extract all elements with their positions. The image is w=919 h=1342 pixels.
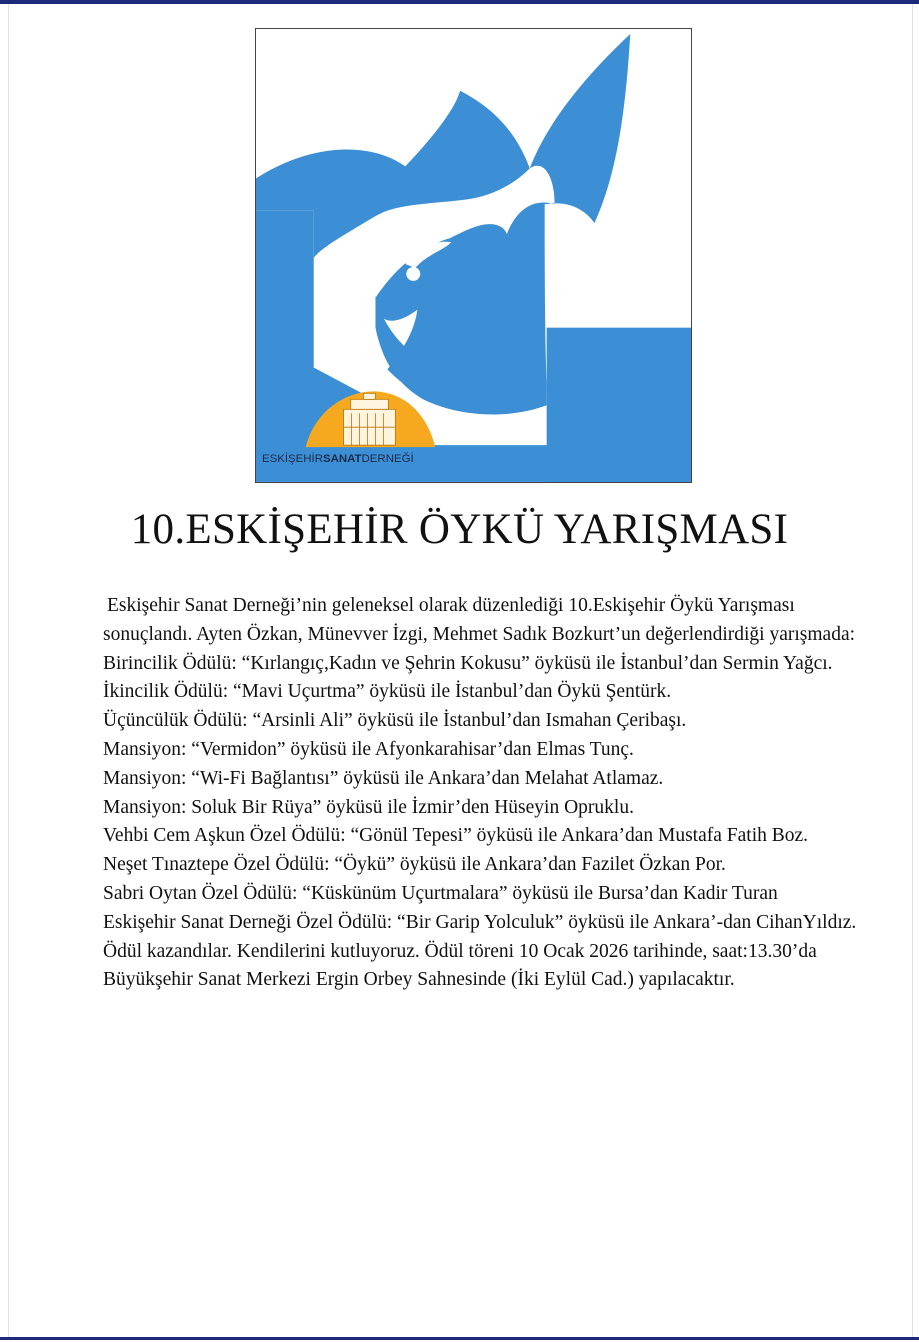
intro-paragraph: Eskişehir Sanat Derneği’nin geleneksel olarak düzenlediği 10.Eskişehir Öykü Yarışması sonuçlandı. Ayten Özkan, Münevver İzgi, Mehmet Sadık Bozkurt’un değerlendirdiği yarışmada: xyxy=(103,595,856,645)
building-icon xyxy=(344,393,396,445)
bottom-border-line xyxy=(0,1337,919,1340)
second-prize-line: İkincilik Ödülü: “Mavi Uçurtma” öyküsü ile İstanbul’dan Öykü Şentürk. xyxy=(103,681,672,703)
announcement-body xyxy=(103,592,863,995)
mention-line-1: Mansiyon: “Vermidon” öyküsü ile Afyonkarahisar’dan Elmas Tunç. xyxy=(103,738,634,760)
mention-line-2: Mansiyon: “Wi-Fi Bağlantısı” öyküsü ile Ankara’dan Melahat Atlamaz. xyxy=(103,767,664,789)
special-award-tinaztepe: Neşet Tınaztepe Özel Ödülü: “Öykü” öyküsü ile Ankara’dan Fazilet Özkan Por. xyxy=(103,854,726,876)
eskisehir-sanat-dernegi-logo xyxy=(255,28,692,483)
mention-line-3: Mansiyon: Soluk Bir Rüya” öyküsü ile İzmir’den Hüseyin Opruklu. xyxy=(103,796,634,818)
special-award-oytan: Sabri Oytan Özel Ödülü: “Küskünüm Uçurtmalara” öyküsü ile Bursa’dan Kadir Turan xyxy=(103,882,778,904)
special-award-association: Eskişehir Sanat Derneği Özel Ödülü: “Bir Garip Yolculuk” öyküsü ile Ankara’-dan CihanYıldız. xyxy=(103,911,857,933)
closing-paragraph: Ödül kazandılar. Kendilerini kutluyoruz. Ödül töreni 10 Ocak 2026 tarihinde, saat:13.30’da Büyükşehir Sanat Merkezi Ergin Orbey Sahnesinde (İki Eylül Cad.) yapılacaktır. xyxy=(103,940,817,991)
first-prize-line: Birincilik Ödülü: “Kırlangıç,Kadın ve Şehrin Kokusu” öyküsü ile İstanbul’dan Sermin Yağcı. xyxy=(103,652,833,674)
association-name-text: ESKİŞEHİRSANATDERNEĞİ xyxy=(261,453,414,466)
third-prize-line: Üçüncülük Ödülü: “Arsinli Ali” öyküsü ile İstanbul’dan Ismahan Çeribaşı. xyxy=(103,710,687,732)
special-award-askun: Vehbi Cem Aşkun Özel Ödülü: “Gönül Tepesi” öyküsü ile Ankara’dan Mustafa Fatih Boz. xyxy=(103,825,809,847)
page-title: 10.ESKİŞEHİR ÖYKÜ YARIŞMASI xyxy=(130,506,789,553)
